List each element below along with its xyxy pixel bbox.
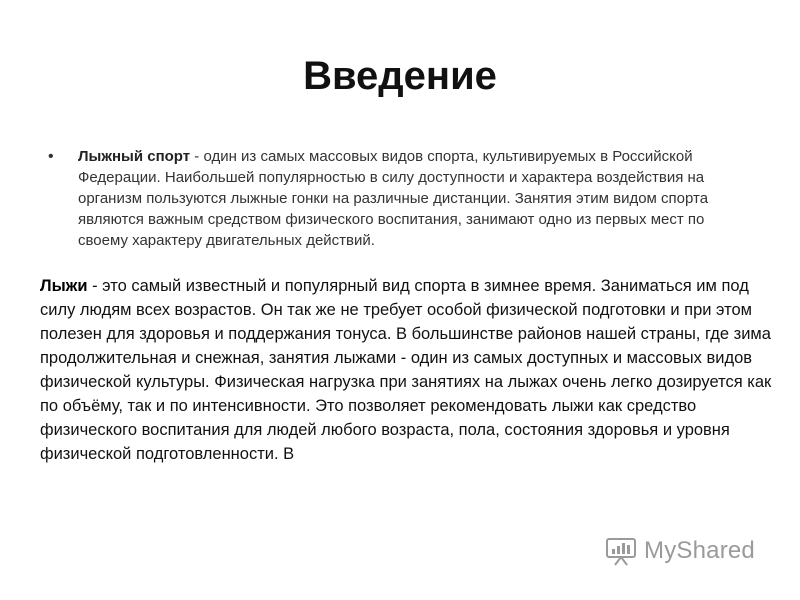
bullet-term: Лыжный спорт [78, 148, 191, 165]
bullet-dot-icon: • [48, 148, 54, 165]
myshared-logo-icon [606, 536, 636, 566]
main-paragraph [40, 274, 775, 466]
bullet-body: - один из самых массовых видов спорта, культивируемых в Российской Федерации. Наибольшей популярностью в силу доступности и характера воздействия на организм пользуются лыжные гонки на различные дистанции. Занятия этим видом спорта являются важным средством физического воспитания, занимают одно из первых мест по своему характеру двигательных действий. [78, 148, 709, 249]
watermark-text: MyShared [644, 537, 755, 564]
paragraph-term: Лыжи [40, 277, 88, 295]
bullet-item [48, 146, 748, 251]
bullet-text [78, 146, 748, 251]
paragraph-body: - это самый известный и популярный вид спорта в зимнее время. Заниматься им под силу людям всех возрастов. Он так же не требует особой физической подготовки и при этом полезен для здоровья и поддержания тонуса. В большинстве районов нашей страны, где зима продолжительная и снежная, занятия лыжами - один из самых доступных и массовых видов физической культуры. Физическая нагрузка при занятиях на лыжах очень легко дозируется как по объёму, так и по интенсивности. Это позволяет рекомендовать лыжи как средство физического воспитания для людей любого возраста, пола, состояния здоровья и уровня физической подготовленности. В [40, 277, 772, 463]
watermark-logo [606, 536, 755, 566]
slide-title: Введение [303, 54, 497, 98]
